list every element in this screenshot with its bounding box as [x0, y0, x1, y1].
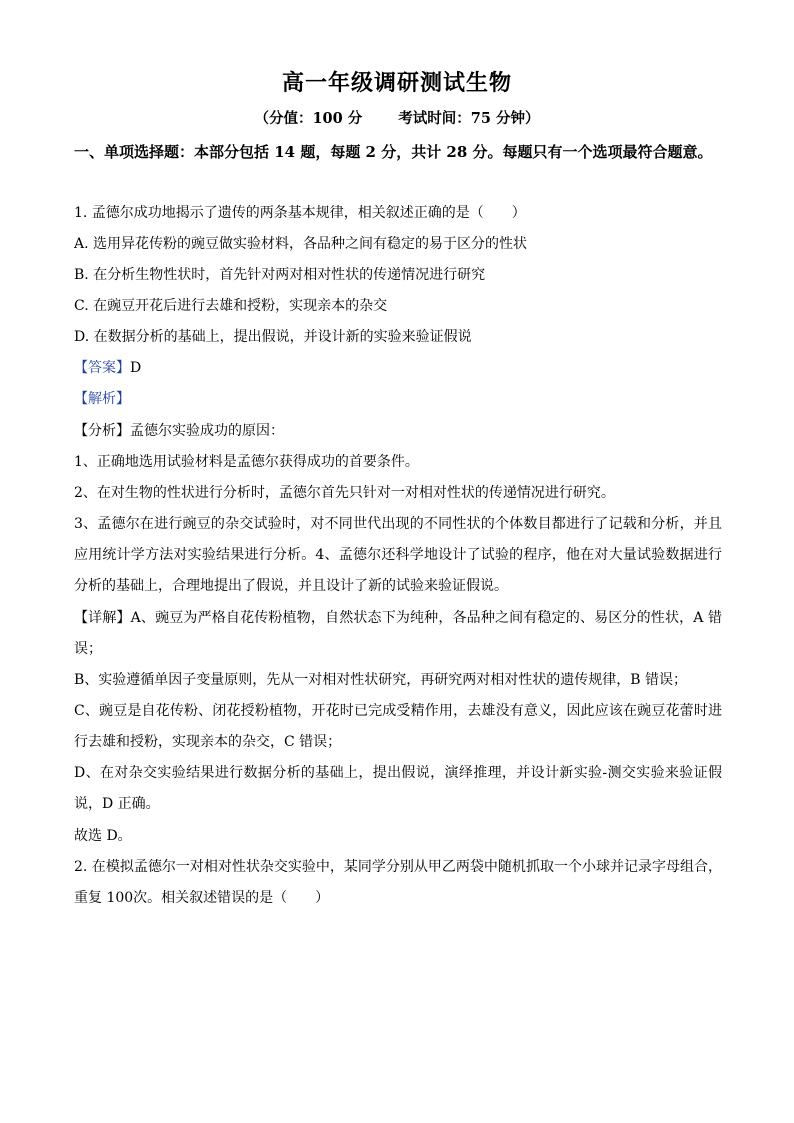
- answer-line: [74, 358, 724, 378]
- page-title: 高一年级调研测试生物: [281, 70, 512, 96]
- exam-info: [0, 107, 794, 128]
- detail-label: 【详解】: [74, 610, 131, 626]
- score-info: （分值：100 分: [254, 110, 363, 127]
- reason-1: 1、正确地选用试验材料是孟德尔获得成功的首要条件。: [74, 454, 419, 470]
- fenxi-line: [74, 421, 724, 441]
- reason-3-4: 3、孟德尔在进行豌豆的杂交试验时，对不同世代出现的不同性状的个体数目都进行了记载和分析，并且应用统计学方法对实验结果进行分析。4、孟德尔还科学地设计了试验的程序，他在对大量试验数据进行分析的基础上，合理地提出了假说，并且设计了新的试验来验证假说。: [74, 516, 722, 594]
- detail-a-line: [74, 603, 722, 665]
- question-1-option-b: B. 在分析生物性状时，首先针对两对相对性状的传递情况进行研究: [74, 267, 486, 283]
- question-1-option-d: D. 在数据分析的基础上，提出假说，并设计新的实验来验证假说: [74, 329, 472, 345]
- fenxi-label: 【分析】: [74, 423, 130, 439]
- detail-d: D、在对杂交实验结果进行数据分析的基础上，提出假说，演绎推理，并设计新实验-测交实验来验证假说，D 正确。: [74, 765, 722, 812]
- time-info: 考试时间：75 分钟）: [398, 110, 540, 127]
- question-1-stem: 1. 孟德尔成功地揭示了遗传的两条基本规律，相关叙述正确的是（ ）: [74, 205, 526, 221]
- fenxi-text: 孟德尔实验成功的原因：: [130, 423, 284, 439]
- analysis-label: 【解析】: [74, 391, 130, 407]
- detail-b: B、实验遵循单因子变量原则，先从一对相对性状研究，再研究两对相对性状的遗传规律，B 错误；: [74, 672, 688, 688]
- conclusion: 故选 D。: [74, 828, 132, 844]
- question-1-option-c: C. 在豌豆开花后进行去雄和授粉，实现亲本的杂交: [74, 298, 388, 314]
- detail-c: C、豌豆是自花传粉、闭花授粉植物，开花时已完成受精作用，去雄没有意义，因此应该在豌豆花蕾时进行去雄和授粉，实现亲本的杂交，C 错误；: [74, 703, 722, 750]
- question-2-stem: 2. 在模拟孟德尔一对相对性状杂交实验中，某同学分别从甲乙两袋中随机抓取一个小球并记录字母组合，重复 100次。相关叙述错误的是（ ）: [74, 859, 722, 906]
- reason-2: 2、在对生物的性状进行分析时，孟德尔首先只针对一对相对性状的传递情况进行研究。: [74, 485, 615, 501]
- answer-label: 【答案】: [74, 360, 130, 376]
- section-heading: 一、单项选择题：本部分包括 14 题，每题 2 分，共计 28 分。每题只有一个选项最符合题意。: [74, 143, 713, 161]
- detail-a: A、豌豆为严格自花传粉植物，自然状态下为纯种，各品种之间有稳定的、易区分的性状，A 错误；: [74, 610, 723, 657]
- answer-value: D: [130, 360, 142, 376]
- question-1-option-a: A. 选用异花传粉的豌豆做实验材料，各品种之间有稳定的易于区分的性状: [74, 236, 528, 252]
